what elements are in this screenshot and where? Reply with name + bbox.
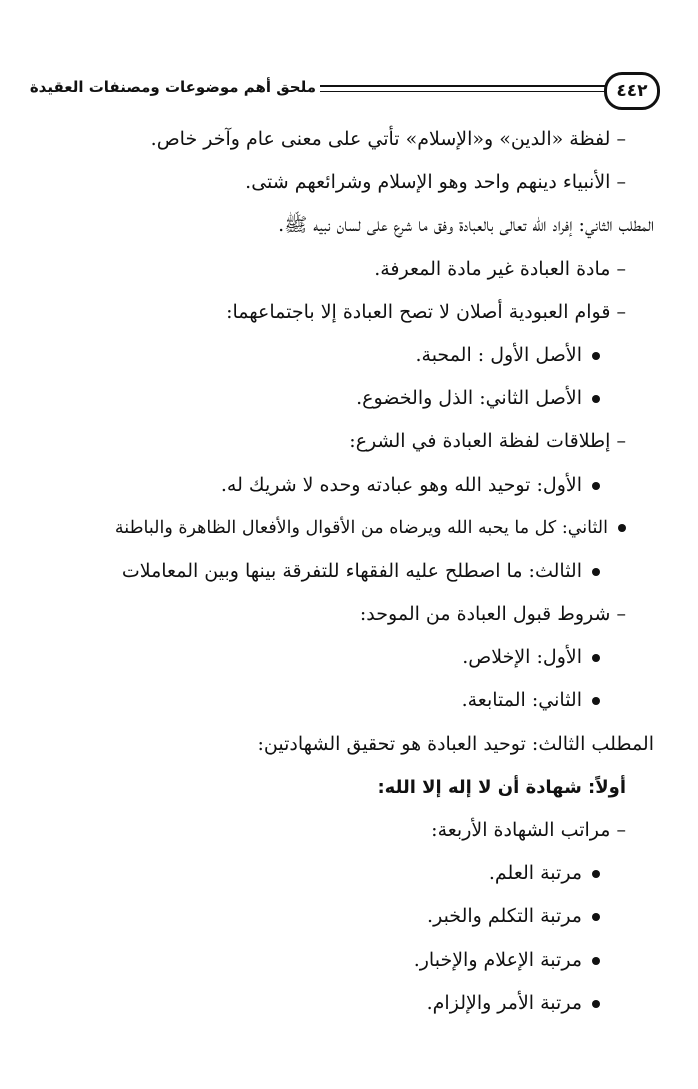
bullet-dot-icon [592, 913, 600, 921]
bullet-item: الثالث: ما اصطلح عليه الفقهاء للتفرقة بينها وبين المعاملات [28, 550, 626, 593]
bullet-dot-icon [592, 482, 600, 490]
bullet-item: الثاني: كل ما يحبه الله ويرضاه من الأقوال والأفعال الظاهرة والباطنة [28, 507, 626, 550]
text-line: – مادة العبادة غير مادة المعرفة. [374, 257, 626, 280]
text-line: – الأنبياء دينهم واحد وهو الإسلام وشرائعهم شتى. [245, 171, 626, 194]
running-header [30, 72, 660, 112]
bullet-dot-icon [592, 568, 600, 576]
bullet-item: الأصل الثاني: الذل والخضوع. [28, 377, 626, 420]
subheading: أولاً: شهادة أن لا إله إلا الله: [377, 776, 626, 798]
text-line: – إطلاقات لفظة العبادة في الشرع: [349, 430, 626, 453]
section-heading: المطلب الثاني: إفراد الله تعالى بالعبادة وفق ما شرع على لسان نبيه ﷺ. [278, 214, 654, 237]
bullet-item: مرتبة الأمر والإلزام. [28, 982, 626, 1025]
running-title: ملحق أهم موضوعات ومصنفات العقيدة [26, 78, 320, 96]
section-heading: المطلب الثالث: توحيد العبادة هو تحقيق الشهادتين: [257, 732, 654, 755]
bullet-item: مرتبة العلم. [28, 852, 626, 895]
bullet-dot-icon [592, 654, 600, 662]
text-line: – شروط قبول العبادة من الموحد: [359, 603, 626, 626]
bullet-dot-icon [592, 352, 600, 360]
text-line: – قوام العبودية أصلان لا تصح العبادة إلا باجتماعهما: [226, 300, 626, 323]
bullet-dot-icon [592, 395, 600, 403]
bullet-dot-icon [592, 957, 600, 965]
bullet-dot-icon [592, 697, 600, 705]
text-line: – مراتب الشهادة الأربعة: [431, 819, 626, 841]
bullet-item: الأول: الإخلاص. [28, 636, 626, 679]
text-line: – لفظة «الدين» و«الإسلام» تأتي على معنى عام وآخر خاص. [150, 128, 626, 150]
bullet-item: مرتبة الإعلام والإخبار. [28, 939, 626, 982]
page-number: ٤٤٢ [604, 72, 660, 110]
bullet-dot-icon [592, 870, 600, 878]
bullet-item: الأصل الأول : المحبة. [28, 334, 626, 377]
bullet-dot-icon [592, 1000, 600, 1008]
bullet-item: مرتبة التكلم والخبر. [28, 895, 626, 938]
bullet-item: الثاني: المتابعة. [28, 679, 626, 722]
page-body [28, 118, 654, 1025]
bullet-dot-icon [618, 524, 626, 532]
bullet-item: الأول: توحيد الله وهو عبادته وحده لا شريك له. [28, 464, 626, 507]
